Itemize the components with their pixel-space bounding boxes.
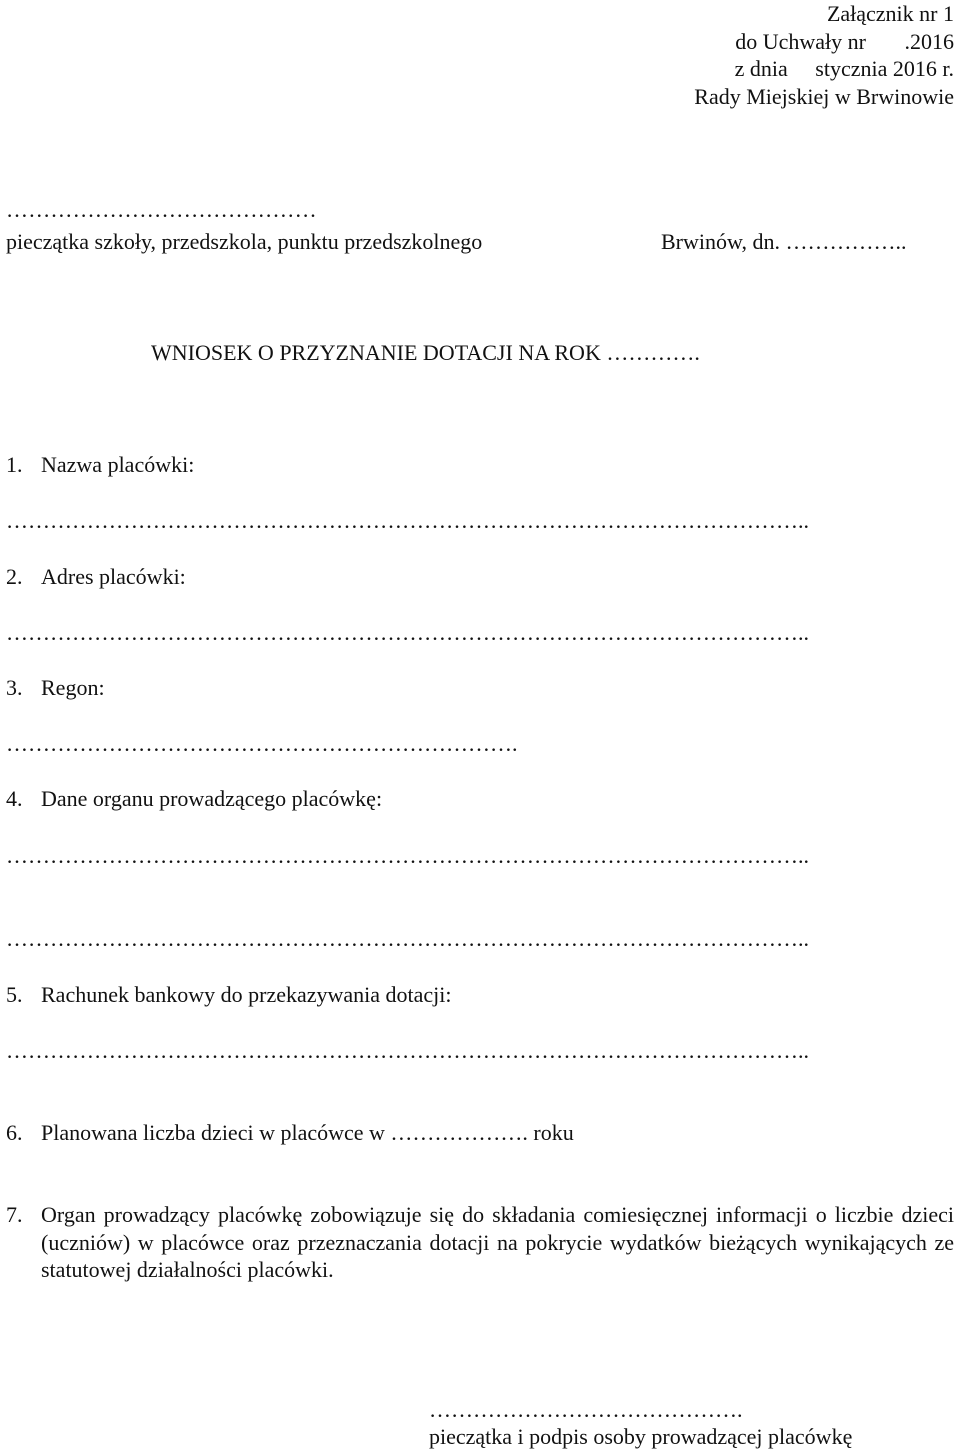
section-4-label: Dane organu prowadzącego placówkę: [41,786,383,811]
section-2-label: Adres placówki: [41,564,186,589]
section-4-fill-1: ……………………………………………………………………………………………….. [6,843,809,868]
section-1-label: Nazwa placówki: [41,452,195,477]
section-5-fill: ……………………………………………………………………………………………….. [6,1038,809,1063]
section-2-fill: ……………………………………………………………………………………………….. [6,620,809,645]
signature-dots: ……………………………………. [429,1397,743,1422]
section-1-number: 1. [6,452,23,477]
attachment-number: Załącznik nr 1 [826,1,954,26]
section-7-number: 7. [6,1202,23,1227]
stamp-label: pieczątka szkoły, przedszkola, punktu przedszkolnego [6,229,483,254]
section-6-number: 6. [6,1120,23,1145]
section-3-number: 3. [6,675,23,700]
page-title [151,340,700,366]
section-4-number: 4. [6,786,23,811]
section-5-label: Rachunek bankowy do przekazywania dotacji: [41,982,452,1007]
section-3-label: Regon: [41,675,105,700]
section-6-label: Planowana liczba dzieci w placówce w ………………. roku [41,1120,574,1145]
attachment-header [694,0,954,110]
section-1-fill: ……………………………………………………………………………………………….. [6,508,809,533]
resolution-date: z dnia stycznia 2016 r. [734,56,954,81]
resolution-number: do Uchwały nr .2016 [735,28,954,54]
section-4-fill-2: ……………………………………………………………………………………………….. [6,926,809,951]
title-year-dots: …………. [606,340,700,365]
section-5-number: 5. [6,982,23,1007]
stamp-dots: …………………………………… [6,197,317,222]
title-text: WNIOSEK O PRZYZNANIE DOTACJI NA ROK [151,340,601,365]
section-7 [6,1201,954,1284]
signature-label: pieczątka i podpis osoby prowadzącej placówkę [429,1424,853,1449]
council-name: Rady Miejskiej w Brwinowie [694,83,954,109]
section-2-number: 2. [6,564,23,589]
section-7-text: Organ prowadzący placówkę zobowiązuje się do składania comiesięcznej informacji o liczbie dzieci (uczniów) w placówce oraz przeznaczania dotacji na pokrycie wydatków bieżących wynikających ze statutowej działalności placówki. [41,1202,954,1283]
place-date: Brwinów, dn. …………….. [661,229,907,254]
section-3-fill: ……………………………………………………………. [6,731,518,756]
